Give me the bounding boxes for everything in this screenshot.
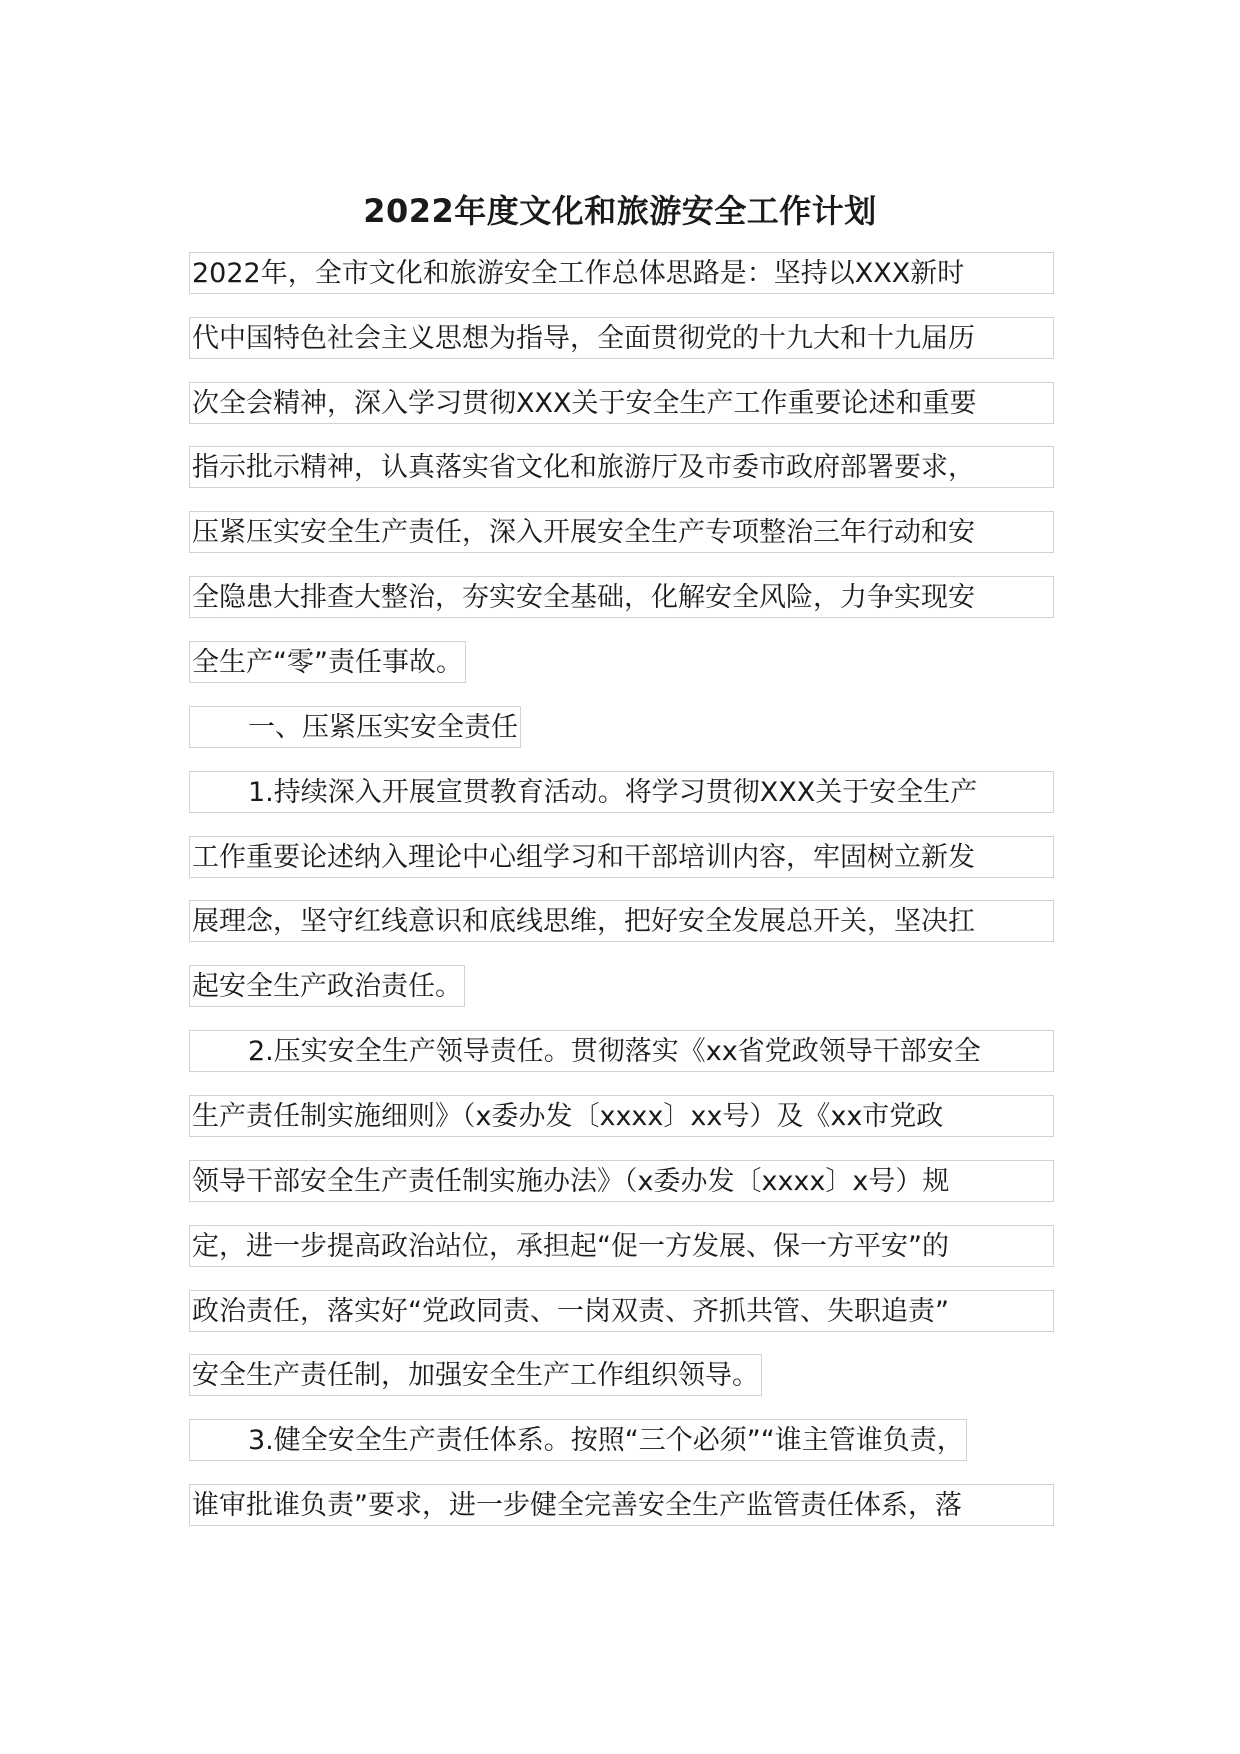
text-line: 1.持续深入开展宣贯教育活动。将学习贯彻XXX关于安全生产 [189, 771, 1054, 813]
section-heading: 一、压紧压实安全责任 [189, 706, 521, 748]
text-line: 代中国特色社会主义思想为指导，全面贯彻党的十九大和十九届历 [189, 317, 1054, 359]
text-line: 领导干部安全生产责任制实施办法》（x委办发〔xxxx〕x号）规 [189, 1160, 1054, 1202]
text-line: 展理念，坚守红线意识和底线思维，把好安全发展总开关，坚决扛 [189, 900, 1054, 942]
text-line: 2.压实安全生产领导责任。贯彻落实《xx省党政领导干部安全 [189, 1030, 1054, 1072]
text-line: 指示批示精神，认真落实省文化和旅游厅及市委市政府部署要求， [189, 446, 1054, 488]
text-line: 2022年，全市文化和旅游安全工作总体思路是：坚持以XXX新时 [189, 252, 1054, 294]
text-line: 全隐患大排查大整治，夯实安全基础，化解安全风险，力争实现安 [189, 576, 1054, 618]
text-line: 次全会精神，深入学习贯彻XXX关于安全生产工作重要论述和重要 [189, 382, 1054, 424]
document-title: 2022年度文化和旅游安全工作计划 [363, 192, 877, 230]
text-line: 生产责任制实施细则》（x委办发〔xxxx〕xx号）及《xx市党政 [189, 1095, 1054, 1137]
text-line: 安全生产责任制，加强安全生产工作组织领导。 [189, 1354, 762, 1396]
text-line: 起安全生产政治责任。 [189, 965, 465, 1007]
text-line: 谁审批谁负责”要求，进一步健全完善安全生产监管责任体系，落 [189, 1484, 1054, 1526]
text-line: 压紧压实安全生产责任，深入开展安全生产专项整治三年行动和安 [189, 511, 1054, 553]
text-line: 全生产“零”责任事故。 [189, 641, 466, 683]
text-line: 定，进一步提高政治站位，承担起“促一方发展、保一方平安”的 [189, 1225, 1054, 1267]
text-line: 政治责任，落实好“党政同责、一岗双责、齐抓共管、失职追责” [189, 1290, 1054, 1332]
text-line: 3.健全安全生产责任体系。按照“三个必须”“谁主管谁负责， [189, 1419, 967, 1461]
text-line: 工作重要论述纳入理论中心组学习和干部培训内容，牢固树立新发 [189, 836, 1054, 878]
